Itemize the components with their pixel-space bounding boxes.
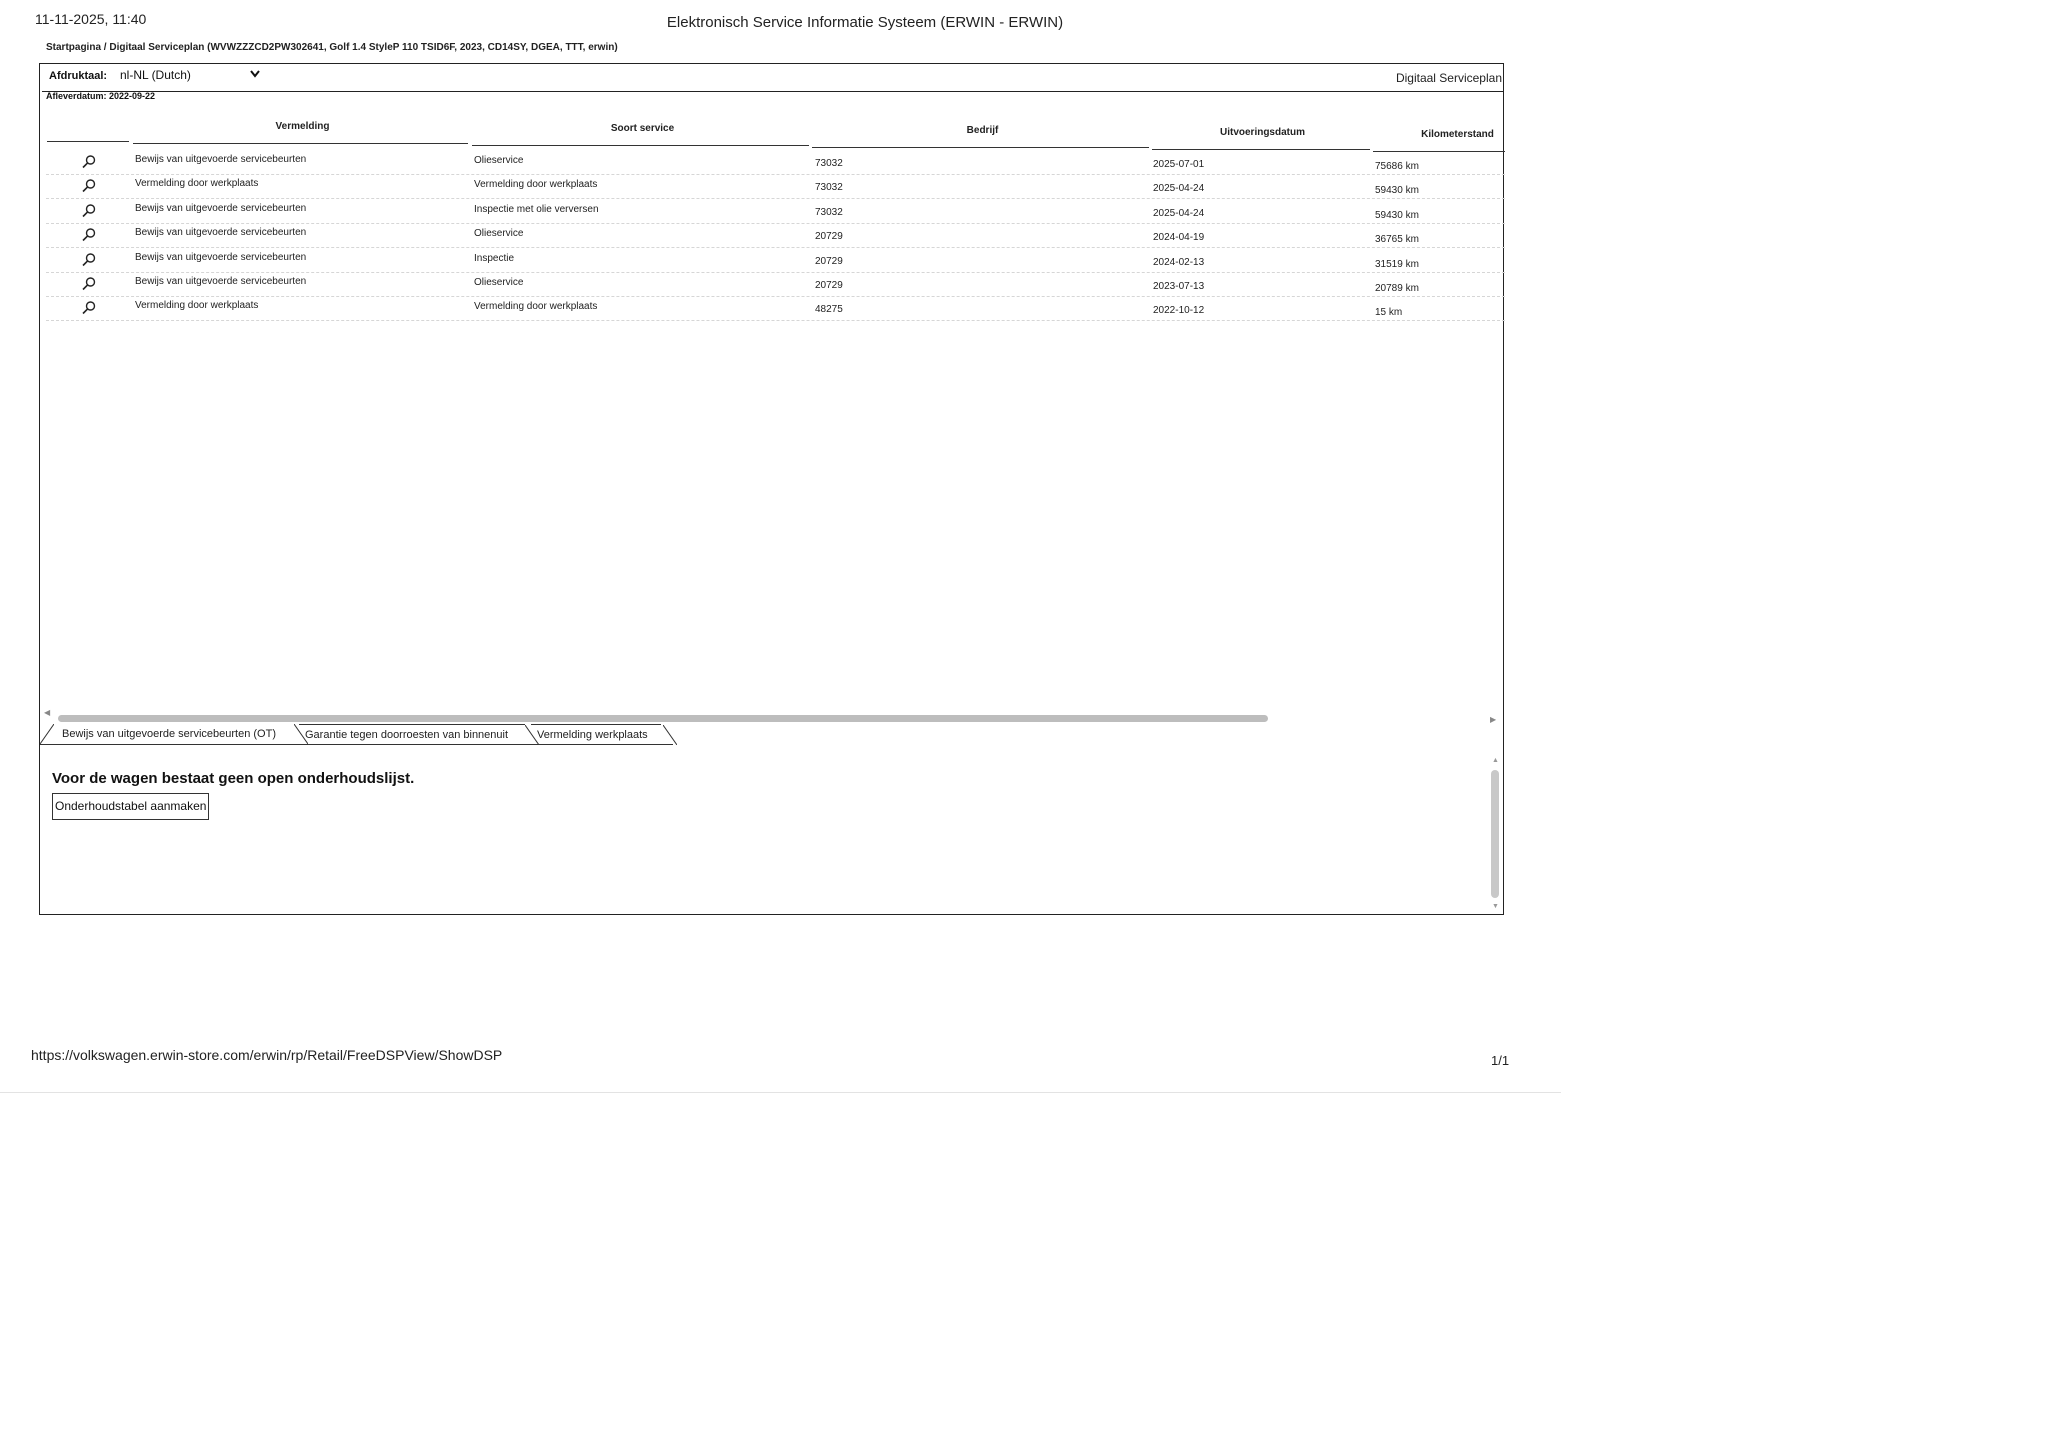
table-row[interactable] <box>46 199 1505 224</box>
magnifier-icon[interactable] <box>81 178 97 194</box>
tab-garantie-doorroesten[interactable] <box>299 724 525 745</box>
mileage-cell: 36765 km <box>1375 234 1419 245</box>
chevron-down-icon[interactable] <box>250 69 260 81</box>
mileage-cell: 59430 km <box>1375 210 1419 221</box>
magnifier-icon[interactable] <box>81 300 97 316</box>
service-type-cell: Vermelding door werkplaats <box>474 301 598 312</box>
column-header-uitvoeringsdatum[interactable]: Uitvoeringsdatum <box>1219 127 1305 138</box>
mileage-cell: 31519 km <box>1375 259 1419 270</box>
language-toolbar <box>42 66 1504 92</box>
section-title: Digitaal Serviceplan <box>1395 71 1502 85</box>
table-row[interactable] <box>46 272 1505 297</box>
execution-date-cell: 2024-02-13 <box>1153 257 1205 268</box>
scroll-up-arrow[interactable]: ▲ <box>1492 757 1499 764</box>
header-divider <box>47 141 129 142</box>
execution-date-cell: 2025-04-24 <box>1153 183 1205 194</box>
service-type-cell: Vermelding door werkplaats <box>474 179 598 190</box>
company-cell: 73032 <box>815 182 843 193</box>
magnifier-icon[interactable] <box>81 276 97 292</box>
scroll-down-arrow[interactable]: ▼ <box>1492 903 1499 910</box>
magnifier-icon[interactable] <box>81 203 97 219</box>
header-divider <box>472 145 809 146</box>
column-header-soort-service[interactable]: Soort service <box>610 123 675 134</box>
entry-cell: Vermelding door werkplaats <box>135 300 259 311</box>
tab-bewijs-servicebeurten[interactable] <box>56 724 294 744</box>
company-cell: 20729 <box>815 231 843 242</box>
tab-label: Vermelding werkplaats <box>537 729 648 741</box>
execution-date-cell: 2025-07-01 <box>1153 159 1205 170</box>
delivery-date: Afleverdatum: 2022-09-22 <box>46 91 156 101</box>
execution-date-cell: 2022-10-12 <box>1153 305 1205 316</box>
scroll-left-arrow[interactable]: ◀ <box>44 708 51 717</box>
header-divider <box>812 147 1149 148</box>
column-header-bedrijf[interactable]: Bedrijf <box>966 125 999 136</box>
maintenance-message: Voor de wagen bestaat geen open onderhoudslijst. <box>52 770 415 787</box>
entry-cell: Bewijs van uitgevoerde servicebeurten <box>135 276 307 287</box>
tab-vermelding-werkplaats[interactable] <box>531 724 661 745</box>
company-cell: 48275 <box>815 304 843 315</box>
table-row[interactable] <box>46 248 1505 273</box>
mileage-cell: 75686 km <box>1375 161 1419 172</box>
page-url: https://volkswagen.erwin-store.com/erwin/rp/Retail/FreeDSPView/ShowDSP <box>31 1047 503 1063</box>
table-row[interactable] <box>46 174 1505 199</box>
magnifier-icon[interactable] <box>81 227 97 243</box>
entry-cell: Bewijs van uitgevoerde servicebeurten <box>135 203 307 214</box>
column-header-vermelding[interactable]: Vermelding <box>275 121 330 132</box>
service-type-cell: Olieservice <box>474 228 524 239</box>
company-cell: 20729 <box>815 256 843 267</box>
company-cell: 73032 <box>815 207 843 218</box>
column-header-kilometerstand[interactable]: Kilometerstand <box>1421 129 1494 140</box>
entry-cell: Vermelding door werkplaats <box>135 178 259 189</box>
magnifier-icon[interactable] <box>81 154 97 170</box>
service-type-cell: Olieservice <box>474 277 524 288</box>
language-label: Afdruktaal: <box>49 70 108 82</box>
page-title: Elektronisch Service Informatie Systeem (ERWIN - ERWIN) <box>666 14 1064 31</box>
scroll-right-arrow[interactable]: ▶ <box>1490 715 1497 724</box>
language-select[interactable]: nl-NL (Dutch) <box>120 68 191 82</box>
service-type-cell: Inspectie <box>474 253 515 264</box>
vertical-scrollbar[interactable] <box>1491 770 1499 898</box>
mileage-cell: 20789 km <box>1375 283 1419 294</box>
company-cell: 20729 <box>815 280 843 291</box>
execution-date-cell: 2024-04-19 <box>1153 232 1205 243</box>
tab-label: Garantie tegen doorroesten van binnenuit <box>305 729 509 741</box>
execution-date-cell: 2023-07-13 <box>1153 281 1205 292</box>
horizontal-scrollbar[interactable] <box>58 715 1268 722</box>
page-number: 1/1 <box>1491 1053 1510 1068</box>
entry-cell: Bewijs van uitgevoerde servicebeurten <box>135 154 307 165</box>
table-row[interactable] <box>46 150 1505 175</box>
bottom-divider <box>0 1092 1561 1093</box>
magnifier-icon[interactable] <box>81 252 97 268</box>
breadcrumb: Startpagina / Digitaal Serviceplan (WVWZZZCD2PW302641, Golf 1.4 StyleP 110 TSID6F, 2023, CD14SY, DGEA, TTT, erwin) <box>46 42 618 53</box>
mileage-cell: 15 km <box>1375 307 1403 318</box>
company-cell: 73032 <box>815 158 843 169</box>
service-type-cell: Olieservice <box>474 155 524 166</box>
execution-date-cell: 2025-04-24 <box>1153 208 1205 219</box>
entry-cell: Bewijs van uitgevoerde servicebeurten <box>135 227 307 238</box>
create-maintenance-table-button[interactable]: Onderhoudstabel aanmaken <box>52 793 209 820</box>
tab-label: Bewijs van uitgevoerde servicebeurten (OT) <box>62 728 276 740</box>
table-row[interactable] <box>46 223 1505 248</box>
mileage-cell: 59430 km <box>1375 185 1419 196</box>
service-type-cell: Inspectie met olie verversen <box>474 204 599 215</box>
print-datetime: 11-11-2025, 11:40 <box>35 11 147 27</box>
header-divider <box>133 143 468 144</box>
table-row[interactable] <box>46 296 1505 321</box>
entry-cell: Bewijs van uitgevoerde servicebeurten <box>135 252 307 263</box>
